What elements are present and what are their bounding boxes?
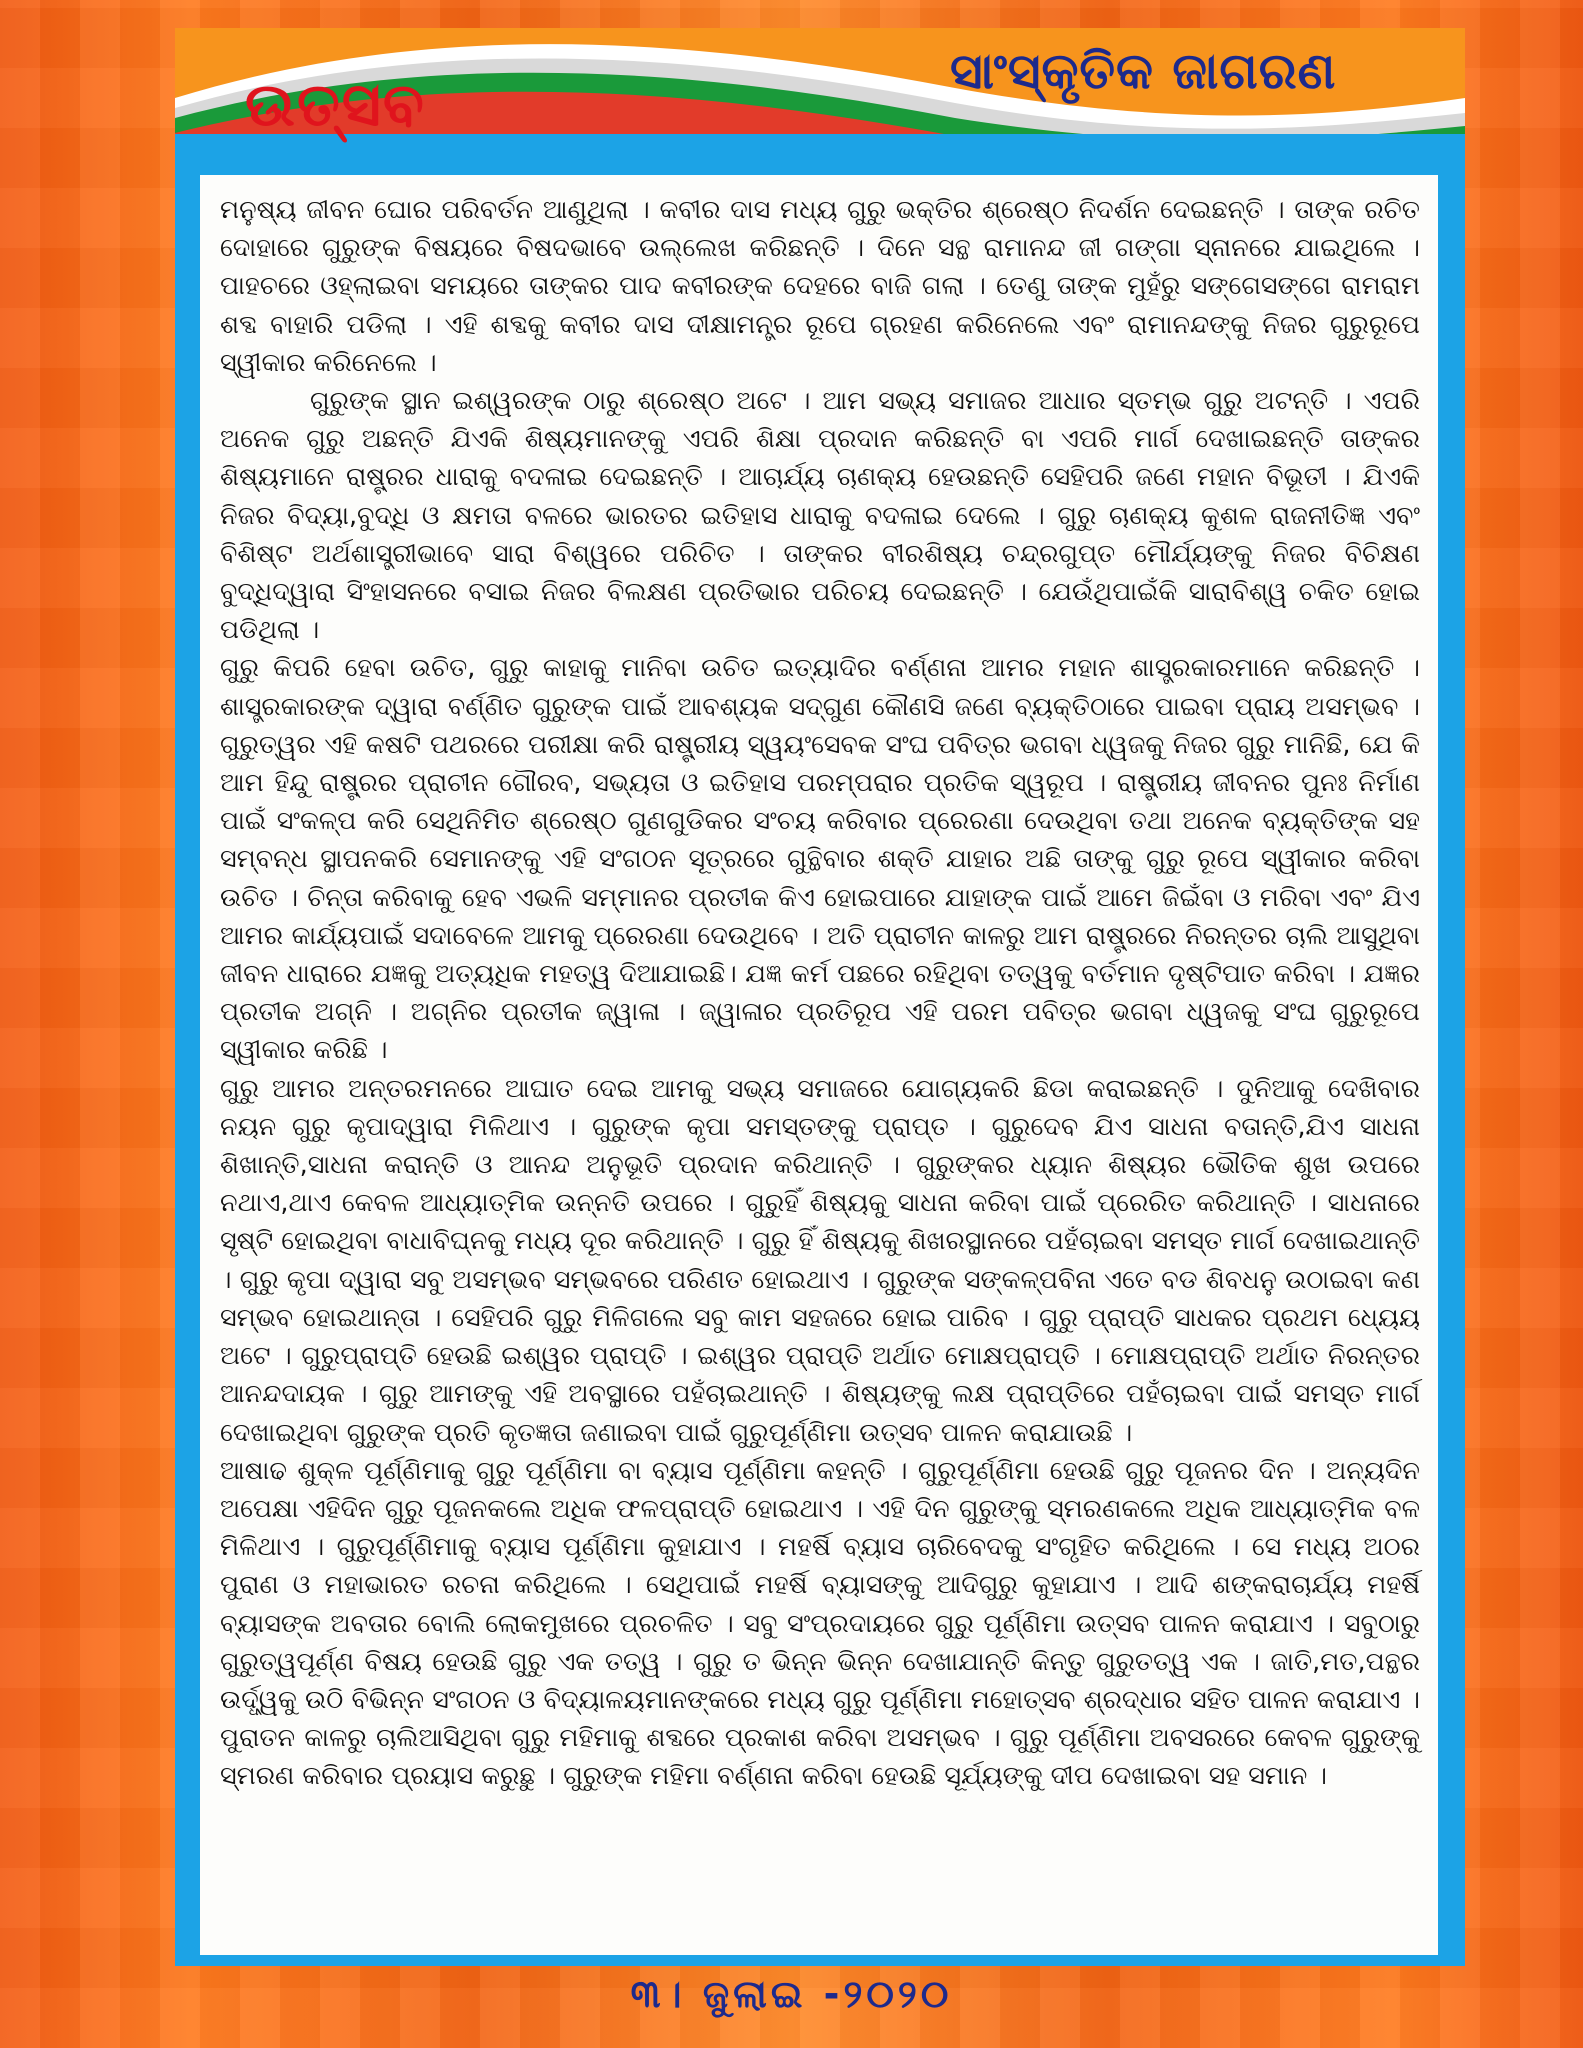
magazine-title: ସାଂସ୍କୃତିକ ଜାଗରଣ bbox=[950, 42, 1337, 100]
article-body bbox=[220, 191, 1420, 1796]
paragraph: ଆଷାଢ ଶୁକ୍ଳ ପୂର୍ଣ୍ଣିମାକୁ ଗୁରୁ ପୂର୍ଣ୍ଣିମା ବା ବ୍ୟାସ ପୂର୍ଣ୍ଣିମା କହନ୍ତି । ଗୁରୁପୂର୍ଣ୍ଣିମା ହେଉଛି ଗୁରୁ ପୂଜନର ଦିନ । ଅନ୍ୟଦିନ ଅପେକ୍ଷା ଏହିଦିନ ଗୁରୁ ପୂଜନକଲେ ଅଧିକ ଫଳପ୍ରାପ୍ତି ହୋଇଥାଏ । ଏହି ଦିନ ଗୁରୁଙ୍କୁ ସ୍ମରଣକଲେ ଅଧିକ ଆଧ୍ୟାତ୍ମିକ ବଳ ମିଳିଥାଏ । ଗୁରୁପୂର୍ଣ୍ଣିମାକୁ ବ୍ୟାସ ପୂର୍ଣ୍ଣିମା କୁହାଯାଏ । ମହର୍ଷି ବ୍ୟାସ ଚାରିବେଦକୁ ସଂଗୃହିତ କରିଥିଲେ । ସେ ମଧ୍ୟ ଅଠର ପୁରାଣ ଓ ମହାଭାରତ ରଚନା କରିଥିଲେ । ସେଥିପାଇଁ ମହର୍ଷି ବ୍ୟାସଙ୍କୁ ଆଦିଗୁରୁ କୁହାଯାଏ । ଆଦି ଶଙ୍କରାଚାର୍ଯ୍ୟ ମହର୍ଷି ବ୍ୟାସଙ୍କ ଅବତାର ବୋଲି ଲୋକମୁଖରେ ପ୍ରଚଳିତ । ସବୁ ସଂପ୍ରଦାୟରେ ଗୁରୁ ପୂର୍ଣ୍ଣିମା ଉତ୍ସବ ପାଳନ କରାଯାଏ । ସବୁଠାରୁ ଗୁରୁତ୍ୱପୂର୍ଣ୍ଣ ବିଷୟ ହେଉଛି ଗୁରୁ ଏକ ତତ୍ୱ । ଗୁରୁ ତ ଭିନ୍ନ ଭିନ୍ନ ଦେଖାଯାନ୍ତି କିନ୍ତୁ ଗୁରୁତତ୍ୱ ଏକ । ଜାତି,ମତ,ପନ୍ଥର ଉର୍ଦ୍ଧ୍ୱକୁ ଉଠି ବିଭିନ୍ନ ସଂଗଠନ ଓ ବିଦ୍ୟାଳୟମାନଙ୍କରେ ମଧ୍ୟ ଗୁରୁ ପୂର୍ଣ୍ଣିମା ମହୋତ୍ସବ ଶ୍ରଦ୍ଧାର ସହିତ ପାଳନ କରାଯାଏ । ପୁରାତନ କାଳରୁ ଚାଲିଆସିଥିବା ଗୁରୁ ମହିମାକୁ ଶବ୍ଦରେ ପ୍ରକାଶ କରିବା ଅସମ୍ଭବ । ଗୁରୁ ପୂର୍ଣ୍ଣିମା ଅବସରରେ କେବଳ ଗୁରୁଙ୍କୁ ସ୍ମରଣ କରିବାର ପ୍ରୟାସ କରୁଛୁ । ଗୁରୁଙ୍କ ମହିମା ବର୍ଣ୍ଣନା କରିବା ହେଉଛି ସୂର୍ଯ୍ୟଙ୍କୁ ଦୀପ ଦେଖାଇବା ସହ ସମାନ । bbox=[220, 1455, 1420, 1792]
paragraph: ଗୁରୁ ଆମର ଅନ୍ତରମନରେ ଆଘାତ ଦେଇ ଆମକୁ ସଭ୍ୟ ସମାଜରେ ଯୋଗ୍ୟକରି ଛିଡା କରାଇଛନ୍ତି । ଦୁନିଆକୁ ଦେଖିବାର ନୟନ ଗୁରୁ କୃପାଦ୍ୱାରା ମିଳିଥାଏ । ଗୁରୁଙ୍କ କୃପା ସମସ୍ତଙ୍କୁ ପ୍ରାପ୍ତ । ଗୁରୁଦେବ ଯିଏ ସାଧନା ବତାନ୍ତି,ଯିଏ ସାଧନା ଶିଖାନ୍ତି,ସାଧନା କରାନ୍ତି ଓ ଆନନ୍ଦ ଅନୁଭୂତି ପ୍ରଦାନ କରିଥାନ୍ତି । ଗୁରୁଙ୍କର ଧ୍ୟାନ ଶିଷ୍ୟର ଭୌତିକ ଶୁଖ ଉପରେ ନଥାଏ,ଥାଏ କେବଳ ଆଧ୍ୟାତ୍ମିକ ଉନ୍ନତି ଉପରେ । ଗୁରୁହିଁ ଶିଷ୍ୟକୁ ସାଧନା କରିବା ପାଇଁ ପ୍ରେରିତ କରିଥାନ୍ତି । ସାଧନାରେ ସୃଷ୍ଟି ହୋଇଥିବା ବାଧାବିଘ୍ନକୁ ମଧ୍ୟ ଦୂର କରିଥାନ୍ତି । ଗୁରୁ ହିଁ ଶିଷ୍ୟକୁ ଶିଖରସ୍ଥାନରେ ପହଁଚାଇବା ସମସ୍ତ ମାର୍ଗ ଦେଖାଇଥାନ୍ତି । ଗୁରୁ କୃପା ଦ୍ୱାରା ସବୁ ଅସମ୍ଭବ ସମ୍ଭବରେ ପରିଣତ ହୋଇଥାଏ । ଗୁରୁଙ୍କ ସଙ୍କଳ୍ପବିନା ଏତେ ବଡ ଶିବଧନୁ ଉଠାଇବା କଣ ସମ୍ଭବ ହୋଇଥାନ୍ତା । ସେହିପରି ଗୁରୁ ମିଳିଗଲେ ସବୁ କାମ ସହଜରେ ହୋଇ ପାରିବ । ଗୁରୁ ପ୍ରାପ୍ତି ସାଧକର ପ୍ରଥମ ଧ୍ୟେୟ ଅଟେ । ଗୁରୁପ୍ରାପ୍ତି ହେଉଛି ଇଶ୍ୱର ପ୍ରାପ୍ତି । ଇଶ୍ୱର ପ୍ରାପ୍ତି ଅର୍ଥାତ ମୋକ୍ଷପ୍ରାପ୍ତି । ମୋକ୍ଷପ୍ରାପ୍ତି ଅର୍ଥାତ ନିରନ୍ତର ଆନନ୍ଦଦାୟକ । ଗୁରୁ ଆମଙ୍କୁ ଏହି ଅବସ୍ଥାରେ ପହଁଚାଇଥାନ୍ତି । ଶିଷ୍ୟଙ୍କୁ ଲକ୍ଷ ପ୍ରାପ୍ତିରେ ପହଁଚାଇବା ପାଇଁ ସମସ୍ତ ମାର୍ଗ ଦେଖାଇଥିବା ଗୁରୁଙ୍କ ପ୍ରତି କୃତଜ୍ଞତା ଜଣାଇବା ପାଇଁ ଗୁରୁପୂର୍ଣ୍ଣିମା ଉତ୍ସବ ପାଳନ କରାଯାଉଛି । bbox=[220, 1073, 1420, 1448]
paragraph: ଗୁରୁଙ୍କ ସ୍ଥାନ ଇଶ୍ୱରଙ୍କ ଠାରୁ ଶ୍ରେଷ୍ଠ ଅଟେ । ଆମ ସଭ୍ୟ ସମାଜର ଆଧାର ସ୍ତମ୍ଭ ଗୁରୁ ଅଟନ୍ତି । ଏପରି ଅନେକ ଗୁରୁ ଅଛନ୍ତି ଯିଏକି ଶିଷ୍ୟମାନଙ୍କୁ ଏପରି ଶିକ୍ଷା ପ୍ରଦାନ କରିଛନ୍ତି ବା ଏପରି ମାର୍ଗ ଦେଖାଇଛନ୍ତି ତାଙ୍କର ଶିଷ୍ୟମାନେ ରାଷ୍ଟ୍ରର ଧାରାକୁ ବଦଳାଇ ଦେଇଛନ୍ତି । ଆଚାର୍ଯ୍ୟ ଚାଣକ୍ୟ ହେଉଛନ୍ତି ସେହିପରି ଜଣେ ମହାନ ବିଭୂତୀ । ଯିଏକି ନିଜର ବିଦ୍ୟା,ବୁଦ୍ଧି ଓ କ୍ଷମତା ବଳରେ ଭାରତର ଇତିହାସ ଧାରାକୁ ବଦଳାଇ ଦେଲେ । ଗୁରୁ ଚାଣକ୍ୟ କୁଶଳ ରାଜନୀତିଜ୍ଞ ଏବଂ ବିଶିଷ୍ଟ ଅର୍ଥଶାସ୍ତ୍ରୀଭାବେ ସାରା ବିଶ୍ୱରେ ପରିଚିତ । ତାଙ୍କର ବୀରଶିଷ୍ୟ ଚନ୍ଦ୍ରଗୁପ୍ତ ମୌର୍ଯ୍ୟଙ୍କୁ ନିଜର ବିଚିକ୍ଷଣ ବୁଦ୍ଧିଦ୍ୱାରା ସିଂହାସନରେ ବସାଇ ନିଜର ବିଲକ୍ଷଣ ପ୍ରତିଭାର ପରିଚୟ ଦେଇଛନ୍ତି । ଯେଉଁଥିପାଇଁକି ସାରାବିଶ୍ୱ ଚକିତ ହୋଇ ପଡିଥିଲା । bbox=[220, 386, 1420, 646]
paragraph: ଗୁରୁ କିପରି ହେବା ଉଚିତ, ଗୁରୁ କାହାକୁ ମାନିବା ଉଚିତ ଇତ୍ୟାଦିର ବର୍ଣ୍ଣନା ଆମର ମହାନ ଶାସ୍ତ୍ରକାରମାନେ କରିଛନ୍ତି । ଶାସ୍ତ୍ରକାରଙ୍କ ଦ୍ୱାରା ବର୍ଣ୍ଣିତ ଗୁରୁଙ୍କ ପାଇଁ ଆବଶ୍ୟକ ସଦ୍‌ଗୁଣ କୌଣସି ଜଣେ ବ୍ୟକ୍ତିଠାରେ ପାଇବା ପ୍ରାୟ ଅସମ୍ଭବ । ଗୁରୁତ୍ୱର ଏହି କଷଟି ପଥରରେ ପରୀକ୍ଷା କରି ରାଷ୍ଟ୍ରୀୟ ସ୍ୱୟଂସେବକ ସଂଘ ପବିତ୍ର ଭଗବା ଧ୍ୱଜକୁ ନିଜର ଗୁରୁ ମାନିଛି, ଯେ କି ଆମ ହିନ୍ଦୁ ରାଷ୍ଟ୍ରର ପ୍ରାଚୀନ ଗୌରବ, ସଭ୍ୟତା ଓ ଇତିହାସ ପରମ୍ପରାର ପ୍ରତିକ ସ୍ୱରୂପ । ରାଷ୍ଟ୍ରୀୟ ଜୀବନର ପୁନଃ ନିର୍ମାଣ ପାଇଁ ସଂକଳ୍ପ କରି ସେଥିନିମିତ ଶ୍ରେଷ୍ଠ ଗୁଣଗୁଡିକର ସଂଚୟ କରିବାର ପ୍ରେରଣା ଦେଉଥିବା ତଥା ଅନେକ ବ୍ୟକ୍ତିଙ୍କ ସହ ସମ୍ବନ୍ଧ ସ୍ଥାପନକରି ସେମାନଙ୍କୁ ଏହି ସଂଗଠନ ସୂତ୍ରରେ ଗୁନ୍ଥିବାର ଶକ୍ତି ଯାହାର ଅଛି ତାଙ୍କୁ ଗୁରୁ ରୂପେ ସ୍ୱୀକାର କରିବା ଉଚିତ । ଚିନ୍ତା କରିବାକୁ ହେବ ଏଭଳି ସମ୍ମାନର ପ୍ରତୀକ କିଏ ହୋଇପାରେ ଯାହାଙ୍କ ପାଇଁ ଆମେ ଜିଇଁବା ଓ ମରିବା ଏବଂ ଯିଏ ଆମର କାର୍ଯ୍ୟପାଇଁ ସଦାବେଳେ ଆମକୁ ପ୍ରେରଣା ଦେଉଥିବେ । ଅତି ପ୍ରାଚୀନ କାଳରୁ ଆମ ରାଷ୍ଟ୍ରରେ ନିରନ୍ତର ଚାଲି ଆସୁଥିବା ଜୀବନ ଧାରାରେ ଯଜ୍ଞକୁ ଅତ୍ୟଧିକ ମହତ୍ୱ ଦିଆଯାଇଛି। ଯଜ୍ଞ କର୍ମ ପଛରେ ରହିଥିବା ତତ୍ୱକୁ ବର୍ତମାନ ଦୃଷ୍ଟିପାତ କରିବା । ଯଜ୍ଞର ପ୍ରତୀକ ଅଗ୍ନି । ଅଗ୍ନିର ପ୍ରତୀକ ଜ୍ୱାଳା । ଜ୍ୱାଳାର ପ୍ରତିରୂପ ଏହି ପରମ ପବିତ୍ର ଭଗବା ଧ୍ୱଜକୁ ସଂଘ ଗୁରୁରୂପେ ସ୍ୱୀକାର କରିଛି । bbox=[220, 653, 1420, 1066]
section-label: ଉତ୍ସବ bbox=[245, 70, 426, 140]
paragraph: ମନୁଷ୍ୟ ଜୀବନ ଘୋର ପରିବର୍ତନ ଆଣୁଥିଲା । କବୀର ଦାସ ମଧ୍ୟ ଗୁରୁ ଭକ୍ତିର ଶ୍ରେଷ୍ଠ ନିଦର୍ଶନ ଦେଇଛନ୍ତି । ତାଙ୍କ ରଚିତ ଦୋହାରେ ଗୁରୁଙ୍କ ବିଷୟରେ ବିଷଦଭାବେ ଉଲ୍ଲେଖ କରିଛନ୍ତି । ଦିନେ ସନ୍ଥ ରାମାନନ୍ଦ ଜୀ ଗଙ୍ଗା ସ୍ନାନରେ ଯାଇଥିଲେ । ପାହଚରେ ଓହ୍ଲାଇବା ସମୟରେ ତାଙ୍କର ପାଦ କବୀରଙ୍କ ଦେହରେ ବାଜି ଗଲା । ତେଣୁ ତାଙ୍କ ମୁହଁରୁ ସଙ୍ଗେସଙ୍ଗେ ରାମରାମ ଶବ୍ଦ ବାହାରି ପଡିଲା । ଏହି ଶବ୍ଦକୁ କବୀର ଦାସ ଦୀକ୍ଷାମନ୍ତ୍ର ରୂପେ ଗ୍ରହଣ କରିନେଲେ ଏବଂ ରାମାନନ୍ଦଙ୍କୁ ନିଜର ଗୁରୁରୂପେ ସ୍ୱୀକାର କରିନେଲେ । bbox=[220, 195, 1420, 378]
page-footer: ୩। ଜୁଲାଇ -୨୦୨୦ bbox=[630, 1972, 953, 2016]
article-page bbox=[200, 175, 1438, 1955]
